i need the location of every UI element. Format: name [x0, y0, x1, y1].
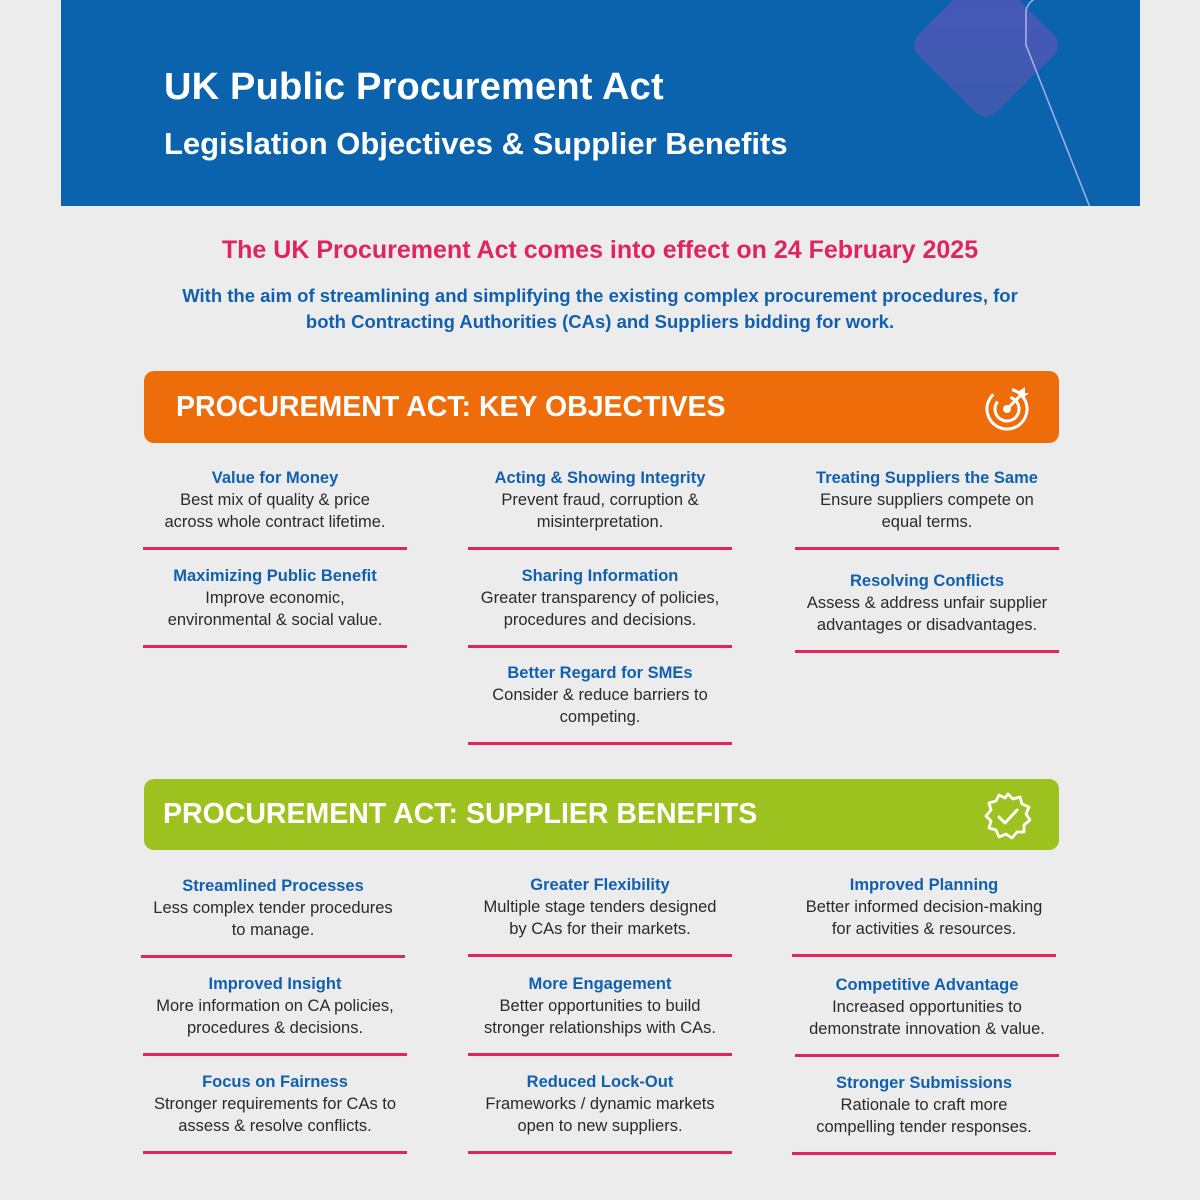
- effective-date-heading: The UK Procurement Act comes into effect on 24 February 2025: [221, 236, 979, 264]
- objective-title: Maximizing Public Benefit: [173, 567, 377, 585]
- benefit-item: [141, 875, 405, 958]
- benefit-title: More Engagement: [528, 975, 672, 993]
- objective-line: across whole contract lifetime.: [164, 513, 386, 531]
- objective-item: [468, 662, 732, 745]
- benefit-item: [468, 973, 732, 1056]
- benefit-line: Multiple stage tenders designed: [483, 898, 717, 916]
- benefit-line: to manage.: [231, 921, 315, 939]
- benefit-item: [792, 874, 1056, 957]
- benefit-title: Competitive Advantage: [835, 976, 1019, 994]
- objective-title: Resolving Conflicts: [849, 572, 1005, 590]
- objective-line: Prevent fraud, corruption &: [501, 491, 699, 509]
- objective-line: environmental & social value.: [167, 611, 383, 629]
- benefit-title: Streamlined Processes: [182, 877, 364, 895]
- benefit-line: More information on CA policies,: [156, 997, 394, 1015]
- benefit-line: demonstrate innovation & value.: [809, 1020, 1045, 1038]
- header-banner: [61, 0, 1140, 206]
- decorative-diamond-shape: [851, 0, 1091, 206]
- benefit-line: Rationale to craft more: [840, 1096, 1008, 1114]
- objective-item: [143, 565, 407, 648]
- benefit-item: [792, 1072, 1056, 1155]
- objective-line: Improve economic,: [205, 589, 345, 607]
- benefit-line: Better informed decision-making: [805, 898, 1043, 916]
- benefit-title: Focus on Fairness: [202, 1073, 348, 1091]
- objective-line: misinterpretation.: [536, 513, 664, 531]
- benefit-item: [468, 1071, 732, 1154]
- objective-line: advantages or disadvantages.: [816, 616, 1038, 634]
- objective-line: Ensure suppliers compete on: [820, 491, 1034, 509]
- benefit-item: [143, 1071, 407, 1154]
- benefit-line: procedures & decisions.: [186, 1019, 364, 1037]
- supplier-benefits-banner: [144, 779, 1059, 850]
- objective-item: [468, 565, 732, 648]
- benefit-line: assess & resolve conflicts.: [178, 1117, 372, 1135]
- aim-line-2: both Contracting Authorities (CAs) and Suppliers bidding for work.: [305, 311, 895, 332]
- objective-line: Consider & reduce barriers to: [492, 686, 708, 704]
- objective-line: Greater transparency of policies,: [480, 589, 720, 607]
- benefit-line: open to new suppliers.: [517, 1117, 683, 1135]
- objective-item: [795, 467, 1059, 550]
- benefit-title: Stronger Submissions: [835, 1074, 1013, 1092]
- aim-line-1: With the aim of streamlining and simplifying the existing complex procurement procedures, for: [182, 285, 1018, 306]
- benefit-line: Frameworks / dynamic markets: [485, 1095, 715, 1113]
- benefit-title: Improved Planning: [849, 876, 999, 894]
- benefit-item: [795, 974, 1059, 1057]
- benefit-line: for activities & resources.: [831, 920, 1017, 938]
- benefit-title: Reduced Lock-Out: [526, 1073, 674, 1091]
- supplier-benefits-title: PROCUREMENT ACT: SUPPLIER BENEFITS: [163, 798, 758, 830]
- objective-title: Better Regard for SMEs: [507, 664, 693, 682]
- objective-item: [795, 570, 1059, 653]
- objective-line: procedures and decisions.: [503, 611, 697, 629]
- objective-line: Best mix of quality & price: [180, 491, 370, 509]
- benefit-line: stronger relationships with CAs.: [483, 1019, 716, 1037]
- objective-line: equal terms.: [881, 513, 973, 531]
- benefit-line: Stronger requirements for CAs to: [153, 1095, 397, 1113]
- benefit-line: Increased opportunities to: [832, 998, 1022, 1016]
- page-title: UK Public Procurement Act: [164, 66, 664, 108]
- objective-item: [468, 467, 732, 550]
- objective-line: competing.: [559, 708, 641, 726]
- objective-title: Value for Money: [211, 469, 339, 487]
- benefit-title: Improved Insight: [208, 975, 342, 993]
- objective-line: Assess & address unfair supplier: [806, 594, 1048, 612]
- benefit-item: [468, 874, 732, 957]
- benefit-item: [143, 973, 407, 1056]
- benefit-line: Less complex tender procedures: [153, 899, 393, 917]
- key-objectives-banner: [144, 371, 1059, 443]
- benefit-line: by CAs for their markets.: [509, 920, 691, 938]
- objective-title: Sharing Information: [521, 567, 679, 585]
- benefit-line: Better opportunities to build: [499, 997, 701, 1015]
- benefit-title: Greater Flexibility: [530, 876, 670, 894]
- page-subtitle: Legislation Objectives & Supplier Benefits: [164, 126, 788, 161]
- aim-statement: [130, 283, 1070, 335]
- check-badge-icon: [983, 791, 1033, 841]
- benefit-line: compelling tender responses.: [816, 1118, 1032, 1136]
- objective-title: Acting & Showing Integrity: [494, 469, 706, 487]
- key-objectives-title: PROCUREMENT ACT: KEY OBJECTIVES: [176, 390, 726, 423]
- target-icon: [983, 383, 1033, 433]
- objective-item: [143, 467, 407, 550]
- objective-title: Treating Suppliers the Same: [816, 469, 1038, 487]
